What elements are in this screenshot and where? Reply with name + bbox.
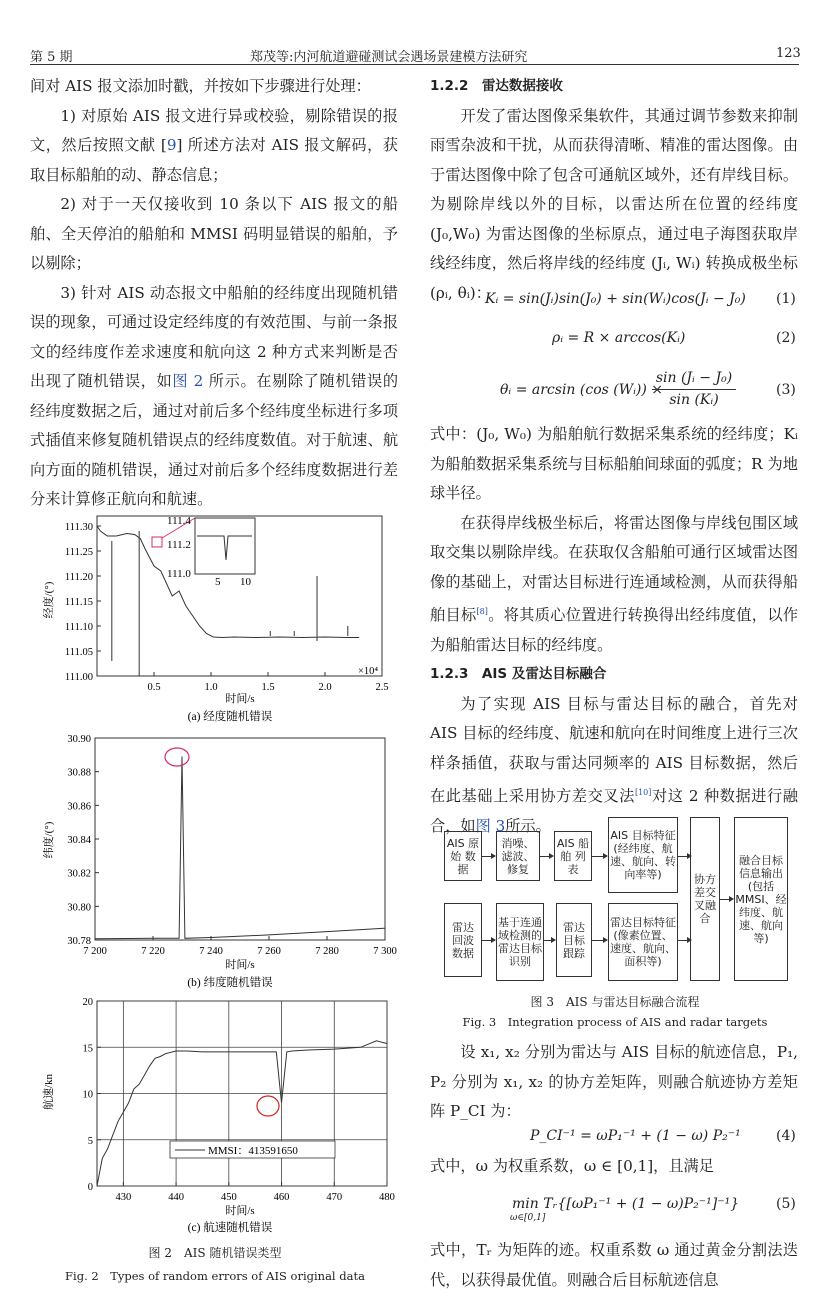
y-axis-label: 经度/(°) bbox=[43, 581, 55, 619]
x-tick-label: 7 300 bbox=[373, 946, 397, 957]
equation-number: (1) bbox=[776, 291, 796, 307]
figure-3-flowchart bbox=[432, 815, 802, 990]
y-tick-label: 30.80 bbox=[67, 902, 91, 914]
flow-arrow bbox=[540, 856, 552, 857]
y-tick-label: 30.78 bbox=[67, 936, 91, 947]
inset-ytick: 111.0 bbox=[167, 568, 191, 580]
flow-arrow bbox=[544, 940, 554, 941]
equation-number: (4) bbox=[776, 1128, 796, 1144]
paragraph: 在获得岸线极坐标后，将雷达图像与岸线包围区域取交集以剔除岸线。在获取仅含船舶可通行区域雷达图像的基础上，对雷达目标进行连通域检测，从而获得船舶目标[8]。将其质心位置进行转换得出经纬度值，以作为船舶雷达目标的经纬度。 bbox=[430, 513, 799, 654]
y-tick-label: 111.30 bbox=[64, 522, 93, 533]
flow-arrow bbox=[592, 856, 606, 857]
paragraph: 2) 对于一天仅接收到 10 条以下 AIS 报文的船舶、全天停泊的船舶和 MMSI 码明显错误的船舶，予以剔除； bbox=[30, 195, 398, 272]
right-column-top bbox=[430, 72, 798, 308]
y-tick-label: 10 bbox=[82, 1089, 93, 1101]
y-tick-label: 111.25 bbox=[64, 547, 93, 558]
flow-covariance-fusion: 协方差交叉融合 bbox=[690, 817, 720, 981]
equation-4: P_CI⁻¹ = ωP₁⁻¹ + (1 − ω) P₂⁻¹ bbox=[530, 1128, 741, 1144]
flow-arrow bbox=[720, 899, 732, 900]
issue-number: 第 5 期 bbox=[30, 50, 73, 65]
paragraph: 式中，ω 为权重系数，ω ∈ [0,1]，且满足 bbox=[430, 1157, 714, 1175]
flow-radar-features: 雷达目标特征 (像素位置、速度、航向、面积等) bbox=[608, 903, 678, 981]
x-tick-label: 430 bbox=[115, 1192, 132, 1203]
figure-2a-longitude-chart bbox=[30, 510, 410, 730]
equation-2: ρᵢ = R × arccos(Kᵢ) bbox=[552, 330, 686, 346]
y-tick-label: 111.05 bbox=[64, 647, 93, 658]
x-axis-label: 时间/s bbox=[225, 959, 255, 971]
x-tick-label: 440 bbox=[168, 1192, 184, 1203]
right-column-mid bbox=[430, 420, 798, 841]
equation-1: Kᵢ = sin(Jᵢ)sin(J₀) + sin(Wᵢ)cos(Jᵢ − J₀) bbox=[485, 291, 746, 307]
paragraph: 为了实现 AIS 目标与雷达目标的融合，首先对 AIS 目标的经纬度、航速和航向在时间维度上进行三次样条插值，获取与雷达同频率的 AIS 目标数据，然后在此基础上采用协方差交叉法[10]对这 2 种数据进行融合，如图 3所示。 bbox=[430, 694, 798, 835]
flow-radar-tracking: 雷达 目标 跟踪 bbox=[556, 903, 592, 977]
x-tick-label: 2.0 bbox=[318, 682, 332, 693]
flow-denoise: 消噪、滤波、修复 bbox=[496, 831, 540, 881]
equation-5: min Tᵣ{[ωP₁⁻¹ + (1 − ω)P₂⁻¹]⁻¹} bbox=[512, 1196, 740, 1212]
inset-ytick: 111.2 bbox=[167, 539, 191, 551]
header-rule bbox=[30, 64, 799, 65]
flow-ais-list: AIS 船舶 列表 bbox=[554, 831, 592, 881]
error-highlight-ellipse bbox=[165, 748, 189, 766]
equation-3: θᵢ = arcsin (cos (Wᵢ)) × bbox=[500, 382, 664, 398]
paragraph: 设 x₁, x₂ 分别为雷达与 AIS 目标的航迹信息，P₁, P₂ 分别为 x₁, x₂ 的协方差矩阵，则融合航迹协方差矩阵 P_CI 为： bbox=[430, 1043, 798, 1120]
x-tick-label: 480 bbox=[379, 1192, 395, 1203]
y-tick-label: 30.86 bbox=[67, 801, 91, 813]
error-highlight-box bbox=[152, 537, 162, 547]
paragraph: 1) 对原始 AIS 报文进行异或校验，剔除错误的报文，然后按照文献 [9] 所述方法对 AIS 报文解码，获取目标船舶的动、静态信息； bbox=[30, 106, 398, 184]
x-tick-label: 2.5 bbox=[375, 682, 389, 693]
paragraph: 3) 针对 AIS 动态报文中船舶的经纬度出现随机错误的现象，可通过设定经纬度的有效范围、与前一条报文的经纬度作差求速度和航向这 2 种方式来判断是否出现了随机错误，如图 2 所示。在剔除了随机错误的经纬度数据之后，通过对前后多个经纬度坐标进行多项式插值来修复随机错误点的经纬度数值。对于航速、航向方面的随机错误，通过对前后多个经纬度数据进行差分来计算修正航向和航速。 bbox=[30, 283, 399, 508]
x-tick-label: 450 bbox=[220, 1192, 237, 1203]
x-axis-label: 时间/s bbox=[225, 1205, 255, 1217]
flow-arrow bbox=[482, 856, 494, 857]
y-tick-label: 15 bbox=[82, 1043, 93, 1055]
equation-number: (3) bbox=[776, 382, 796, 398]
y-tick-label: 30.88 bbox=[67, 767, 91, 779]
flow-arrow bbox=[678, 940, 690, 941]
section-heading: 1.2.3 AIS 及雷达目标融合 bbox=[430, 666, 607, 683]
flow-ais-source: AIS 原始 数据 bbox=[444, 831, 482, 881]
x-tick-label: 7 200 bbox=[83, 946, 107, 957]
x-tick-label: 7 220 bbox=[141, 946, 165, 957]
inset-xtick: 10 bbox=[240, 576, 251, 588]
latitude-series-line bbox=[95, 757, 385, 939]
citation-link[interactable]: [8] bbox=[476, 607, 488, 616]
subfigure-caption: (b) 纬度随机错误 bbox=[187, 977, 273, 989]
x-tick-label: 7 280 bbox=[315, 946, 339, 957]
paragraph: 间对 AIS 报文添加时戳，并按如下步骤进行处理： bbox=[30, 77, 371, 95]
figure-2-caption-cn: 图 2 AIS 随机错误类型 bbox=[148, 1246, 282, 1260]
equation-3-numerator: sin (Jᵢ − J₀) bbox=[655, 370, 733, 386]
speed-series-line bbox=[97, 1041, 387, 1186]
x-tick-label: 1.5 bbox=[261, 682, 275, 693]
figure-2c-speed-chart bbox=[30, 992, 410, 1237]
section-heading: 1.2.2 雷达数据接收 bbox=[430, 78, 563, 94]
paragraph: 式中，Tᵣ 为矩阵的迹。权重系数 ω 通过黄金分割法迭代，以获得最优值。则融合后目标航迹信息 bbox=[430, 1241, 798, 1289]
flow-output: 融合目标信息输出 (包括 MMSI、经纬度、航速、航向等) bbox=[734, 817, 788, 981]
flow-ais-features: AIS 目标特征 (经纬度、航速、航向、转向率等) bbox=[608, 817, 678, 893]
x-tick-label: 460 bbox=[273, 1192, 290, 1203]
y-tick-label: 30.90 bbox=[67, 734, 91, 745]
flow-arrow bbox=[678, 856, 690, 857]
x-tick-label: 470 bbox=[326, 1192, 343, 1203]
citation-link[interactable]: [10] bbox=[634, 788, 652, 798]
subfigure-caption: (a) 经度随机错误 bbox=[187, 711, 273, 723]
paragraph: 式中：(J₀, W₀) 为船舶航行数据采集系统的经纬度；Kᵢ 为船舶数据采集系统与目标船舶间球面的弧度；R 为地球半径。 bbox=[430, 425, 798, 502]
figure-2-caption-en: Fig. 2 Types of random errors of AIS original data bbox=[65, 1269, 365, 1283]
right-column-weight bbox=[430, 1152, 798, 1182]
y-tick-label: 30.82 bbox=[67, 868, 91, 880]
right-column-bottom bbox=[430, 1236, 798, 1295]
paragraph: 开发了雷达图像采集软件，其通过调节参数来抑制雨雪杂波和干扰，从而获得清晰、精准的雷达图像。由于雷达图像中除了包含可通航区域外，还有岸线目标。为剔除岸线以外的目标，以雷达所在位置的经纬度 (J₀,W₀) 为雷达图像的坐标原点，通过电子海图获取岸线经纬度，然后将岸线的经纬度 (Jᵢ, Wᵢ) 转换成极坐标 (ρᵢ, θᵢ)： bbox=[430, 106, 798, 302]
citation-link[interactable]: 9 bbox=[166, 136, 177, 154]
right-column-fusion bbox=[430, 1038, 798, 1127]
running-title: 郑茂等:内河航道避碰测试会遇场景建模方法研究 bbox=[250, 50, 528, 65]
y-tick-label: 30.84 bbox=[67, 835, 91, 846]
figure-link[interactable]: 图 2 bbox=[172, 372, 204, 390]
x-tick-label: 0.5 bbox=[147, 682, 161, 693]
figure-2b-latitude-chart bbox=[30, 730, 410, 992]
left-column-text bbox=[30, 72, 398, 515]
y-axis-label: 航速/kn bbox=[43, 1073, 55, 1111]
y-tick-label: 111.10 bbox=[64, 622, 93, 633]
x-scale-factor: ×10⁴ bbox=[358, 666, 379, 677]
flow-radar-source: 雷达 回波 数据 bbox=[444, 903, 482, 977]
figure-link[interactable]: 图 3 bbox=[475, 816, 506, 835]
subfigure-caption: (c) 航速随机错误 bbox=[187, 1222, 273, 1234]
legend-entry: MMSI：413591650 bbox=[208, 1145, 298, 1157]
flow-radar-detection: 基于连通域检测的雷达目标识别 bbox=[496, 903, 544, 981]
figure-3-caption-en: Fig. 3 Integration process of AIS and radar targets bbox=[462, 1015, 768, 1029]
equation-number: (2) bbox=[776, 330, 796, 346]
flow-arrow bbox=[482, 940, 494, 941]
equation-number: (5) bbox=[776, 1196, 796, 1212]
flow-arrow bbox=[592, 940, 606, 941]
y-tick-label: 0 bbox=[87, 1182, 93, 1193]
y-tick-label: 5 bbox=[87, 1135, 93, 1147]
y-tick-label: 111.20 bbox=[64, 572, 93, 583]
error-highlight-ellipse bbox=[257, 1096, 279, 1116]
inset-xtick: 5 bbox=[215, 576, 221, 588]
x-tick-label: 7 240 bbox=[199, 946, 223, 957]
plot-frame bbox=[95, 738, 385, 940]
y-tick-label: 111.15 bbox=[64, 597, 93, 608]
page-number: 123 bbox=[776, 46, 801, 61]
x-axis-label: 时间/s bbox=[225, 693, 255, 705]
inset-ytick: 111.4 bbox=[167, 515, 191, 527]
fraction-bar bbox=[652, 389, 736, 390]
figure-3-caption-cn: 图 3 AIS 与雷达目标融合流程 bbox=[530, 995, 700, 1009]
equation-3-denominator: sin (Kᵢ) bbox=[669, 392, 719, 408]
x-tick-label: 1.0 bbox=[204, 682, 218, 693]
x-tick-label: 7 260 bbox=[257, 946, 281, 957]
equation-5-subscript: ω∈[0,1] bbox=[510, 1213, 546, 1223]
y-tick-label: 111.00 bbox=[64, 672, 93, 683]
y-tick-label: 20 bbox=[82, 997, 93, 1008]
y-axis-label: 纬度/(°) bbox=[43, 821, 55, 859]
